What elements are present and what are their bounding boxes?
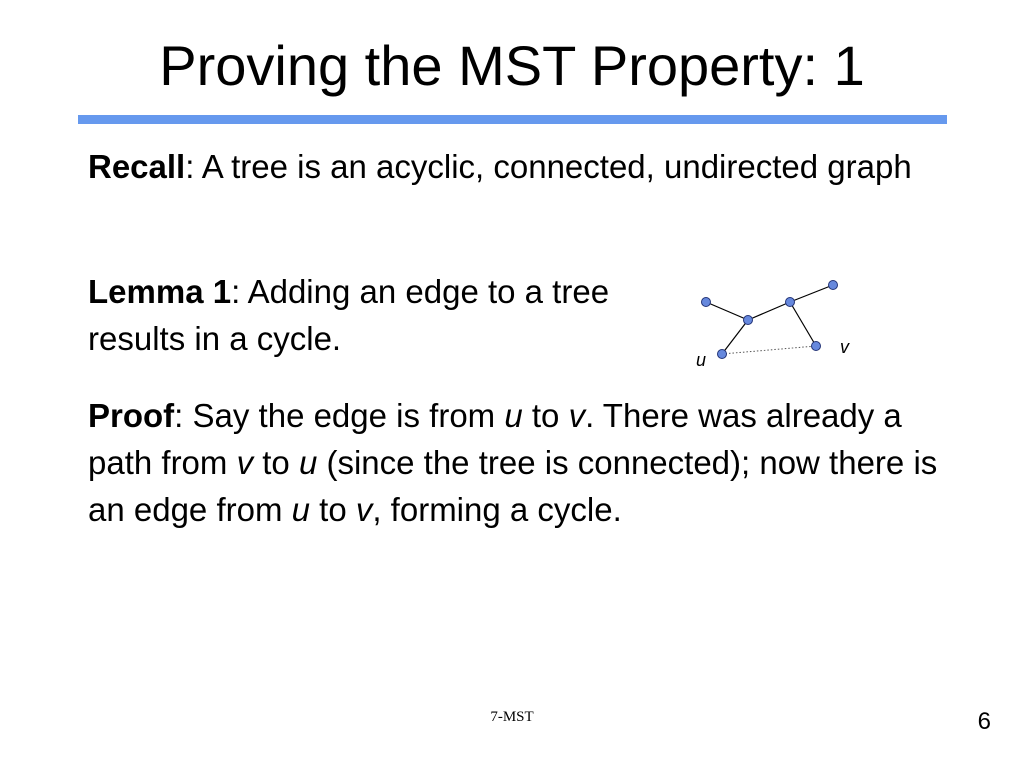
recall-paragraph xyxy=(88,143,948,190)
tree-node-v xyxy=(812,342,821,351)
lemma-paragraph xyxy=(88,268,648,362)
node-label-u: u xyxy=(696,350,707,370)
proof-label: Proof xyxy=(88,397,175,434)
proof-text: to xyxy=(309,491,356,528)
tree-edge xyxy=(722,320,748,354)
proof-text: to xyxy=(522,397,569,434)
proof-text: (since the tree is connected); now there is an edge from xyxy=(88,444,938,528)
tree-edge xyxy=(790,302,816,346)
proof-text: , forming a cycle. xyxy=(372,491,622,528)
tree-node xyxy=(829,281,838,290)
tree-diagram xyxy=(690,275,860,375)
recall-label: Recall xyxy=(88,148,186,185)
proof-var-v: v xyxy=(236,444,254,481)
proof-var-u: u xyxy=(291,491,310,528)
tree-node xyxy=(744,316,753,325)
proof-var-u: u xyxy=(298,444,318,481)
tree-node xyxy=(702,298,711,307)
tree-edge xyxy=(748,302,790,320)
lemma-label: Lemma 1 xyxy=(88,273,232,310)
proof-text: . There was already a path from xyxy=(88,397,902,481)
tree-node-u xyxy=(718,350,727,359)
slide-title: Proving the MST Property: 1 xyxy=(159,34,865,97)
proof-text: : Say the edge is from xyxy=(174,397,505,434)
recall-text: : A tree is an acyclic, connected, undirected graph xyxy=(185,148,912,185)
tree-edge xyxy=(790,285,833,302)
proof-var-v: v xyxy=(355,491,373,528)
proof-var-u: u xyxy=(504,397,523,434)
tree-node xyxy=(786,298,795,307)
slide-footer: 7-MST xyxy=(490,709,534,725)
proof-paragraph xyxy=(88,392,948,533)
lemma-text: : Adding an edge to a tree results in a cycle. xyxy=(88,273,610,357)
proof-var-v: v xyxy=(568,397,586,434)
node-label-v: v xyxy=(840,337,849,357)
page-number: 6 xyxy=(977,708,991,735)
title-divider xyxy=(78,115,947,124)
added-edge-dotted xyxy=(722,346,816,354)
proof-text: to xyxy=(253,444,299,481)
tree-edge xyxy=(706,302,748,320)
